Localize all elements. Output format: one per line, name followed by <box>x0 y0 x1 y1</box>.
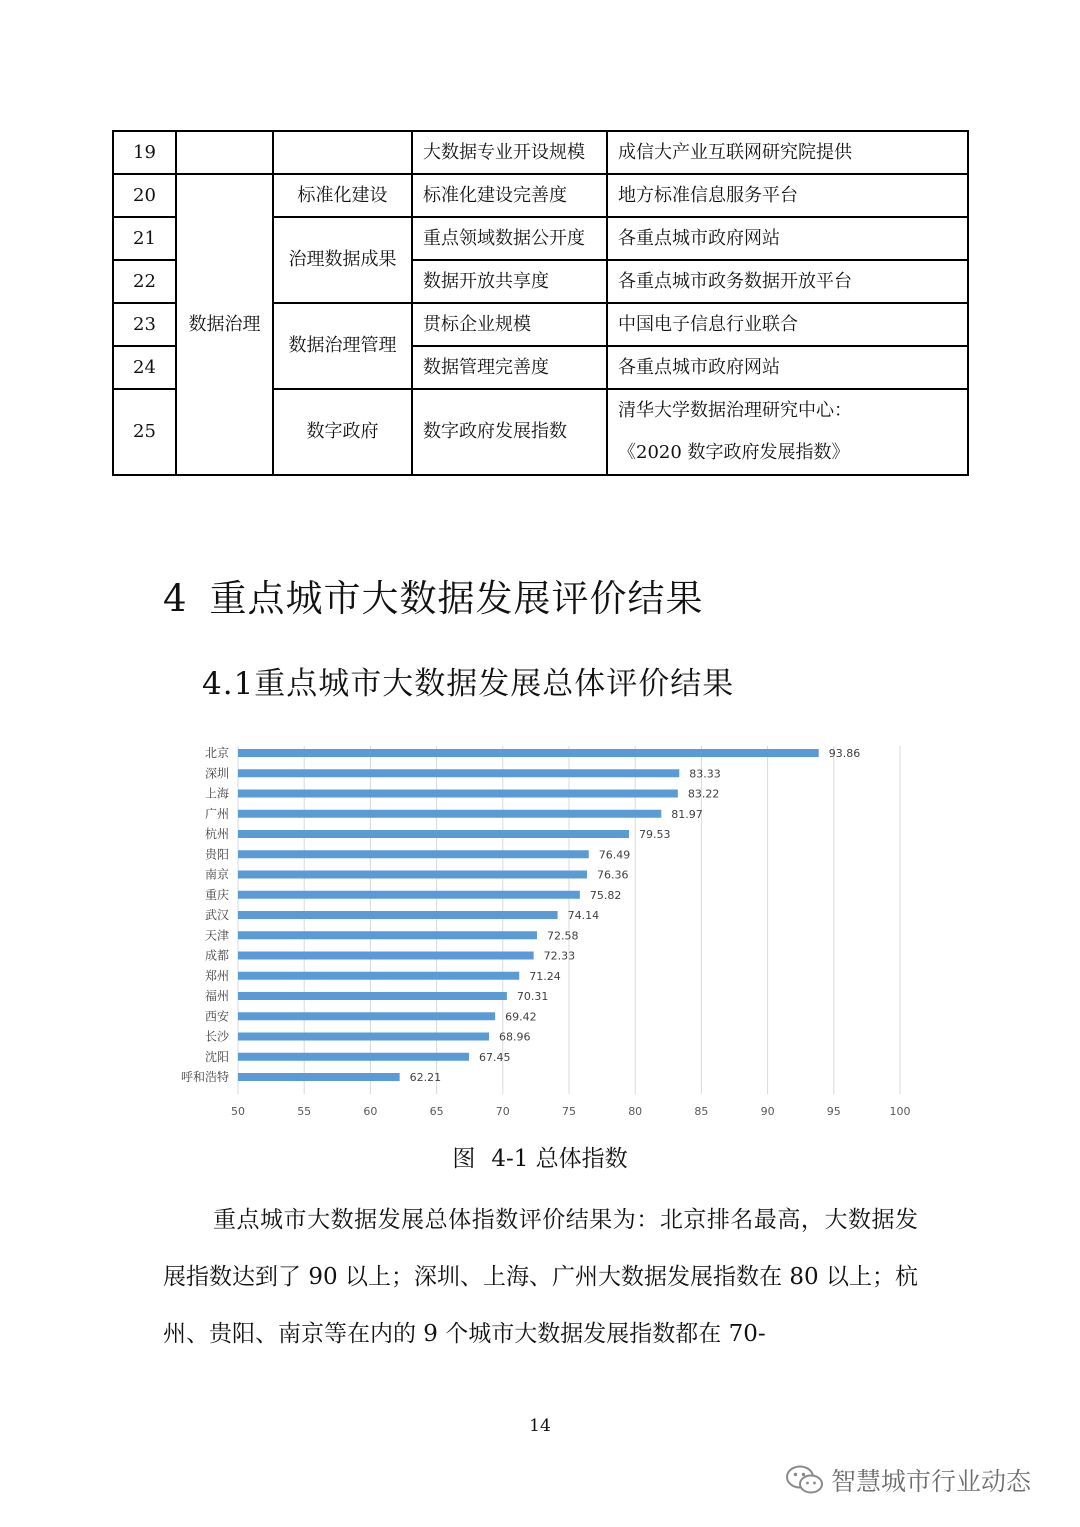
page-number: 14 <box>529 1416 551 1436</box>
table-row <box>113 131 968 174</box>
data-label: 62.21 <box>409 1071 442 1084</box>
bar <box>238 972 519 980</box>
dimension-cell <box>176 131 273 174</box>
category-label: 杭州 <box>204 827 229 841</box>
data-label: 71.24 <box>529 969 561 983</box>
x-tick-label: 60 <box>363 1105 378 1118</box>
category-label: 天津 <box>204 928 229 943</box>
bar <box>238 992 507 1000</box>
bar <box>238 810 661 818</box>
source-line-2: 《2020 数字政府发展指数》 <box>618 442 850 463</box>
section-number: 4 <box>163 577 188 620</box>
sub-dimension-cell: 数字政府 <box>273 389 412 475</box>
indicator-cell: 贯标企业规模 <box>412 303 607 346</box>
source-cell: 地方标准信息服务平台 <box>607 174 968 217</box>
row-number: 19 <box>113 131 176 174</box>
watermark <box>785 1462 1031 1498</box>
row-number: 25 <box>113 389 176 475</box>
row-number: 24 <box>113 346 176 389</box>
bar <box>238 871 587 879</box>
caption-prefix: 图 <box>452 1146 476 1172</box>
source-cell <box>607 389 968 475</box>
data-label: 93.86 <box>828 747 861 760</box>
bar <box>238 952 534 960</box>
category-label: 贵阳 <box>204 847 229 862</box>
data-label: 83.22 <box>687 787 720 801</box>
data-label: 75.82 <box>589 888 622 902</box>
category-label: 深圳 <box>204 766 229 781</box>
row-number: 22 <box>113 260 176 303</box>
indicator-cell: 大数据专业开设规模 <box>412 131 607 174</box>
indicator-cell: 标准化建设完善度 <box>412 174 607 217</box>
category-label: 成都 <box>204 948 229 963</box>
caption-label: 4-1 总体指数 <box>491 1146 628 1172</box>
data-label: 69.42 <box>505 1010 537 1024</box>
indicator-table <box>112 130 969 476</box>
sub-dimension-cell <box>273 131 412 174</box>
source-cell: 各重点城市政府网站 <box>607 346 968 389</box>
bar <box>238 891 580 899</box>
data-label: 72.58 <box>546 929 579 943</box>
indicator-cell: 数据管理完善度 <box>412 346 607 389</box>
category-label: 长沙 <box>204 1029 229 1044</box>
bar <box>238 1012 495 1020</box>
data-label: 76.49 <box>598 848 631 862</box>
indicator-cell: 数字政府发展指数 <box>412 389 607 475</box>
bar <box>238 1033 489 1041</box>
bar <box>238 850 589 858</box>
category-label: 呼和浩特 <box>180 1070 229 1084</box>
section-heading <box>163 568 704 622</box>
data-label: 70.31 <box>516 990 549 1003</box>
category-label: 上海 <box>204 786 229 801</box>
source-cell: 中国电子信息行业联合 <box>607 303 968 346</box>
data-label: 81.97 <box>671 807 703 821</box>
wechat-icon <box>785 1464 825 1496</box>
bar <box>238 769 679 777</box>
x-tick-label: 90 <box>760 1105 775 1118</box>
x-tick-label: 70 <box>495 1105 510 1118</box>
x-tick-label: 50 <box>231 1105 245 1118</box>
data-label: 72.33 <box>543 949 576 963</box>
source-line-1: 清华大学数据治理研究中心： <box>618 400 852 421</box>
x-tick-label: 55 <box>297 1105 312 1118</box>
bar <box>238 790 678 798</box>
x-tick-label: 100 <box>889 1105 911 1118</box>
category-label: 武汉 <box>204 908 229 922</box>
figure-caption <box>0 1140 1080 1173</box>
indicator-cell: 数据开放共享度 <box>412 260 607 303</box>
data-label: 83.33 <box>689 767 721 781</box>
category-label: 重庆 <box>204 887 229 902</box>
row-number: 23 <box>113 303 176 346</box>
source-cell: 成信大产业互联网研究院提供 <box>607 131 968 174</box>
bar <box>238 931 537 939</box>
bar <box>238 1053 469 1061</box>
data-label: 79.53 <box>638 828 671 841</box>
category-label: 郑州 <box>204 968 229 983</box>
x-tick-label: 85 <box>694 1105 709 1118</box>
data-label: 74.14 <box>567 909 600 922</box>
bar <box>238 749 819 757</box>
x-tick-label: 65 <box>429 1105 444 1118</box>
source-cell: 各重点城市政务数据开放平台 <box>607 260 968 303</box>
category-label: 南京 <box>204 867 229 882</box>
row-number: 20 <box>113 174 176 217</box>
category-label: 沈阳 <box>204 1049 229 1064</box>
sub-dimension-cell: 标准化建设 <box>273 174 412 217</box>
x-tick-label: 75 <box>562 1105 576 1118</box>
sub-dimension-cell: 数据治理管理 <box>273 303 412 389</box>
category-label: 西安 <box>204 1009 229 1024</box>
data-label: 68.96 <box>499 1030 531 1044</box>
body-paragraph: 重点城市大数据发展总体指数评价结果为：北京排名最高，大数据发展指数达到了 90 以上；深圳、上海、广州大数据发展指数在 80 以上；杭州、贵阳、南京等在内的 9 个城市大数据发展指数都在 70- <box>163 1207 918 1347</box>
category-label: 北京 <box>204 746 229 760</box>
overall-index-chart <box>160 740 920 1125</box>
data-label: 67.45 <box>479 1050 511 1064</box>
bar <box>238 911 558 919</box>
x-tick-label: 95 <box>826 1105 841 1118</box>
category-label: 广州 <box>204 806 229 821</box>
data-label: 76.36 <box>597 868 629 882</box>
subsection-heading: 4.1重点城市大数据发展总体评价结果 <box>202 666 735 702</box>
row-number: 21 <box>113 217 176 260</box>
indicator-cell: 重点领域数据公开度 <box>412 217 607 260</box>
x-tick-label: 80 <box>628 1105 643 1118</box>
bar <box>238 1073 400 1081</box>
sub-dimension-cell: 治理数据成果 <box>273 217 412 303</box>
table-row <box>113 174 968 217</box>
dimension-cell: 数据治理 <box>176 174 273 475</box>
category-label: 福州 <box>204 989 229 1003</box>
bar <box>238 830 629 838</box>
section-title: 重点城市大数据发展评价结果 <box>209 577 704 620</box>
watermark-text: 智慧城市行业动态 <box>831 1467 1032 1496</box>
source-cell: 各重点城市政府网站 <box>607 217 968 260</box>
